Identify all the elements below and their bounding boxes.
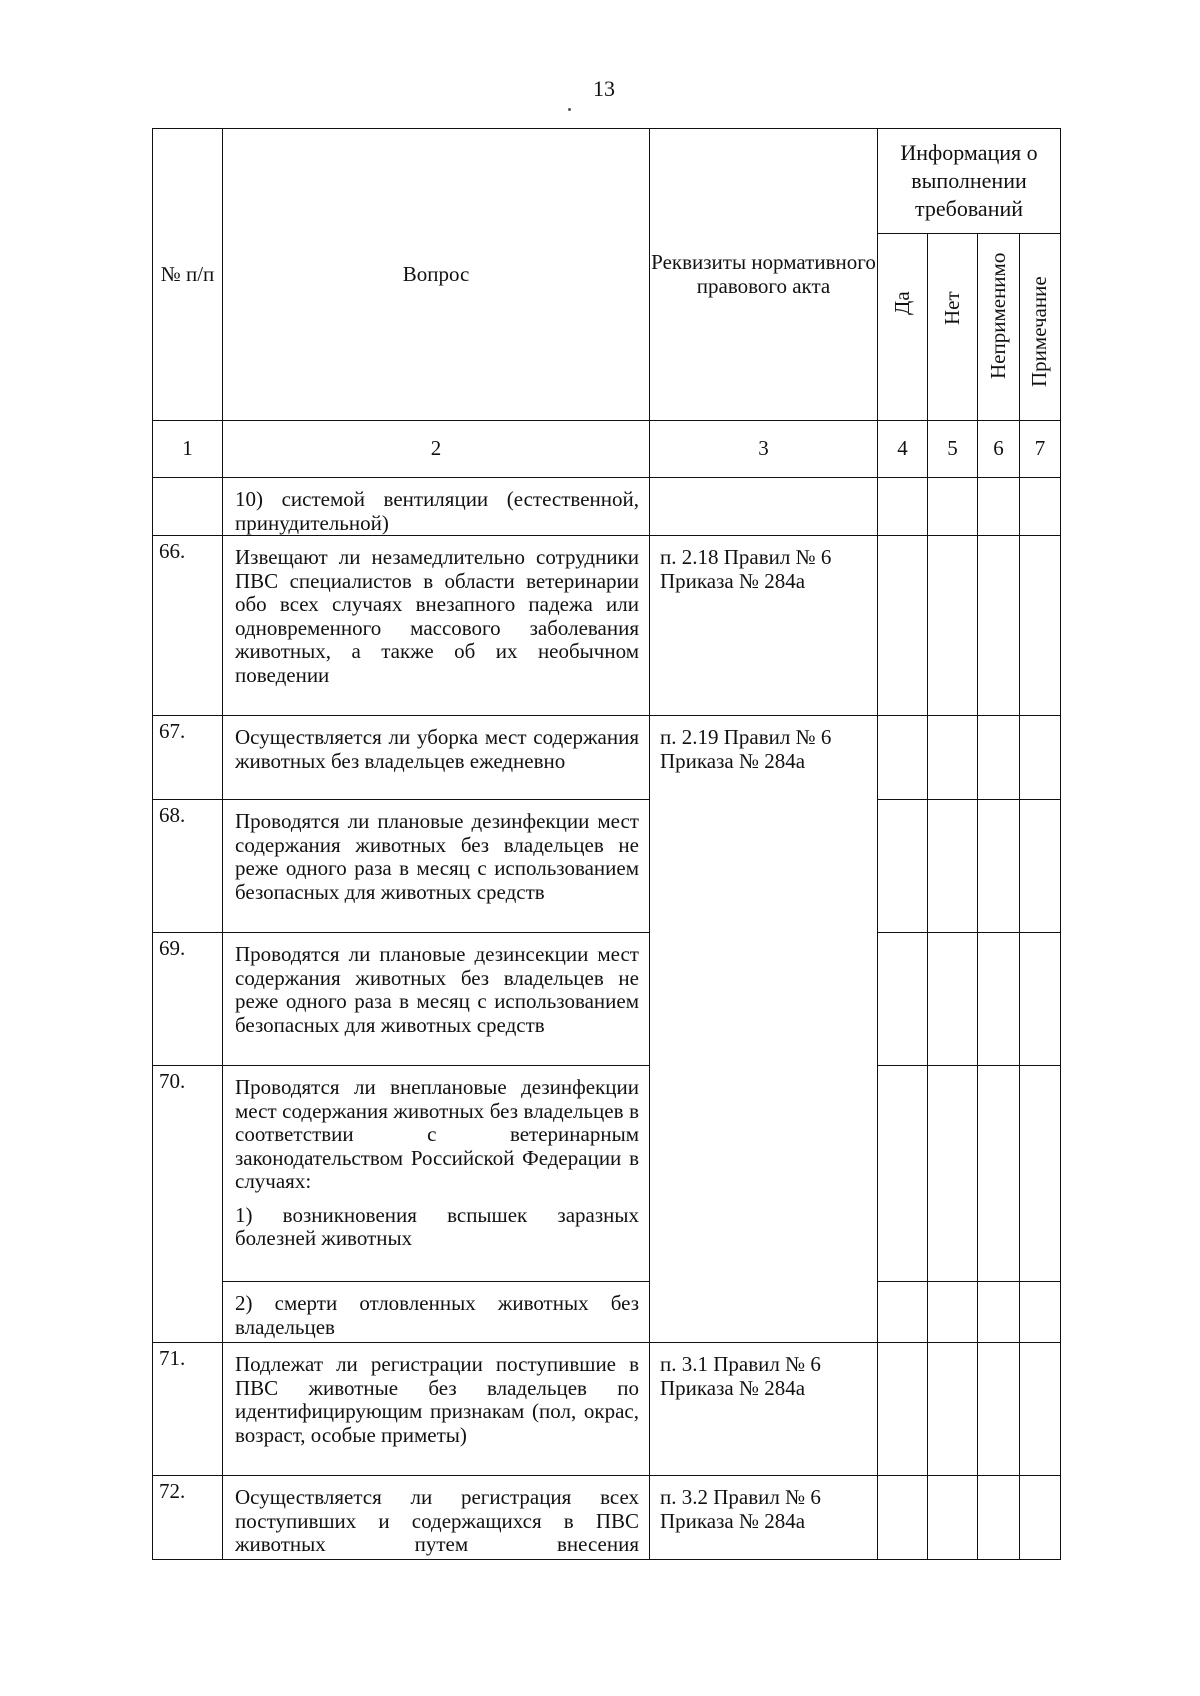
table-row [153, 1476, 1061, 1560]
row-number: 66. [153, 536, 223, 716]
row-question [223, 1066, 650, 1282]
cell-yes[interactable] [878, 716, 928, 800]
header-yes: Да [878, 234, 928, 421]
header-note: Примечание [1020, 234, 1061, 421]
cell-yes[interactable] [878, 1282, 928, 1343]
header-not-applicable: Неприменимо [978, 234, 1020, 421]
row-question: Осуществляется ли уборка мест содержания животных без владельцев ежедневно [223, 716, 650, 800]
header-question: Вопрос [223, 129, 650, 421]
cell-not-applicable[interactable] [978, 1066, 1020, 1282]
cell-yes[interactable] [878, 933, 928, 1066]
cell-no[interactable] [928, 1343, 978, 1476]
row-number: 69. [153, 933, 223, 1066]
cell-note[interactable] [1020, 478, 1061, 536]
row-question: Проводятся ли плановые дезинфекции мест содержания животных без владельцев не реже одного раза в месяц с использованием безопасных для животных средств [223, 800, 650, 933]
row-number: 68. [153, 800, 223, 933]
cell-no[interactable] [928, 1476, 978, 1560]
column-number: 6 [978, 421, 1020, 478]
header-requisites: Реквизиты нормативного правового акта [650, 129, 878, 421]
column-number: 3 [650, 421, 878, 478]
cell-no[interactable] [928, 933, 978, 1066]
row-number: 67. [153, 716, 223, 800]
cell-not-applicable[interactable] [978, 1343, 1020, 1476]
header-info: Информация о выполнении требований [878, 129, 1061, 234]
row-question: Проводятся ли плановые дезинсекции мест содержания животных без владельцев не реже одного раза в месяц с использованием безопасных для животных средств [223, 933, 650, 1066]
cell-note[interactable] [1020, 1343, 1061, 1476]
row-requisites: п. 2.19 Правил № 6 Приказа № 284а [650, 716, 878, 1343]
cell-note[interactable] [1020, 536, 1061, 716]
cell-yes[interactable] [878, 1343, 928, 1476]
cell-no[interactable] [928, 1066, 978, 1282]
row-question: Извещают ли незамедлительно сотрудники ПВС специалистов в области ветеринарии обо всех случаях внезапного падежа или одновременного массового заболевания животных, а также об их необычном поведении [223, 536, 650, 716]
row-requisites: п. 3.2 Правил № 6 Приказа № 284а [650, 1476, 878, 1560]
cell-not-applicable[interactable] [978, 933, 1020, 1066]
column-number: 2 [223, 421, 650, 478]
cell-no[interactable] [928, 800, 978, 933]
header-row-top [153, 129, 1061, 234]
table-row [153, 478, 1061, 536]
column-number: 5 [928, 421, 978, 478]
cell-yes[interactable] [878, 1066, 928, 1282]
cell-no[interactable] [928, 478, 978, 536]
row-question-subitem: 2) смерти отловленных животных без владельцев [223, 1282, 650, 1343]
table-row [153, 716, 1061, 800]
row-question-text: Проводятся ли внеплановые дезинфекции мест содержания животных без владельцев в соответствии с ветеринарным законодательством Российской Федерации в случаях: [235, 1075, 639, 1193]
cell-no[interactable] [928, 716, 978, 800]
cell-yes[interactable] [878, 800, 928, 933]
cell-note[interactable] [1020, 1282, 1061, 1343]
column-number: 4 [878, 421, 928, 478]
row-requisites: п. 3.1 Правил № 6 Приказа № 284а [650, 1343, 878, 1476]
table-row [153, 933, 1061, 1066]
cell-note[interactable] [1020, 800, 1061, 933]
row-number [153, 478, 223, 536]
header-num: № п/п [153, 129, 223, 421]
row-number: 72. [153, 1476, 223, 1560]
cell-note[interactable] [1020, 1476, 1061, 1560]
checklist-table [152, 128, 1061, 1560]
table-row [153, 1343, 1061, 1476]
row-requisites: п. 2.18 Правил № 6 Приказа № 284а [650, 536, 878, 716]
row-requisites [650, 478, 878, 536]
page-number: 13 [593, 76, 615, 101]
cell-no[interactable] [928, 536, 978, 716]
cell-note[interactable] [1020, 933, 1061, 1066]
table-row [153, 800, 1061, 933]
column-number-row [153, 421, 1061, 478]
cell-note[interactable] [1020, 716, 1061, 800]
column-number: 7 [1020, 421, 1061, 478]
cell-note[interactable] [1020, 1066, 1061, 1282]
scan-speck [568, 108, 571, 111]
table-row [153, 1282, 1061, 1343]
row-question-subitem: 1) возникновения вспышек заразных болезней животных [235, 1202, 639, 1250]
table-row [153, 536, 1061, 716]
cell-not-applicable[interactable] [978, 478, 1020, 536]
cell-not-applicable[interactable] [978, 800, 1020, 933]
row-question: Подлежат ли регистрации поступившие в ПВС животные без владельцев по идентифицирующим признакам (пол, окрас, возраст, особые приметы) [223, 1343, 650, 1476]
row-number: 71. [153, 1343, 223, 1476]
cell-not-applicable[interactable] [978, 1282, 1020, 1343]
row-question: 10) системой вентиляции (естественной, принудительной) [223, 478, 650, 536]
cell-yes[interactable] [878, 536, 928, 716]
column-number: 1 [153, 421, 223, 478]
cell-not-applicable[interactable] [978, 1476, 1020, 1560]
row-question: Осуществляется ли регистрация всех поступивших и содержащихся в ПВС животных путем внесения [223, 1476, 650, 1560]
cell-yes[interactable] [878, 478, 928, 536]
header-no: Нет [928, 234, 978, 421]
cell-not-applicable[interactable] [978, 536, 1020, 716]
cell-not-applicable[interactable] [978, 716, 1020, 800]
table-row [153, 1066, 1061, 1282]
cell-yes[interactable] [878, 1476, 928, 1560]
cell-no[interactable] [928, 1282, 978, 1343]
row-number: 70. [153, 1066, 223, 1343]
